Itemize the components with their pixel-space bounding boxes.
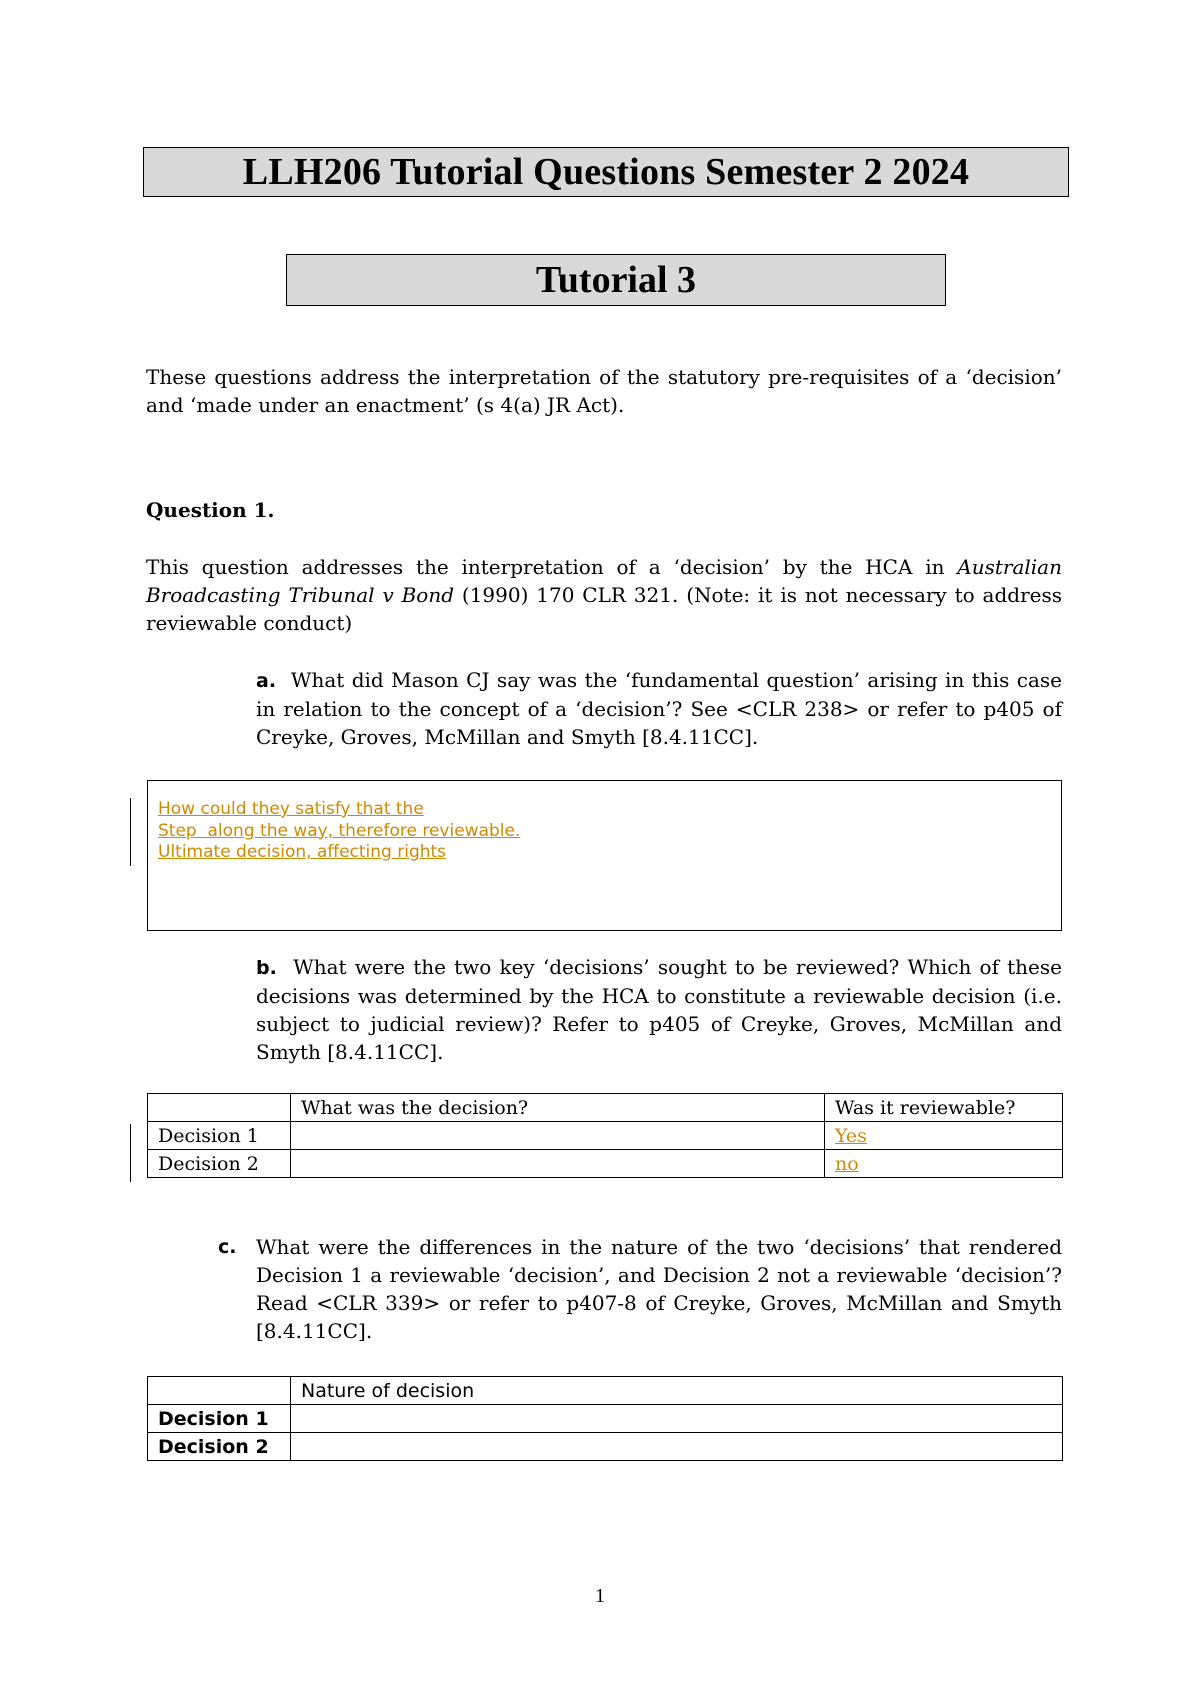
case-name: Australian Broadcasting Tribunal v Bond [146, 555, 1062, 607]
row-label: Decision 1 [148, 1405, 291, 1433]
part-c-label: c. [218, 1236, 237, 1258]
table-header-row [148, 1377, 1063, 1405]
change-bar [130, 1124, 131, 1182]
question-1-text-before: This question addresses the interpretation of a ‘decision’ by the HCA in [146, 555, 958, 579]
decisions-table [147, 1093, 1063, 1178]
part-a-text: What did Mason CJ say was the ‘fundamental question’ arising in this case in relation to the concept of a ‘decision’? See <CLR 238> or refer to p405 of Creyke, Groves, McMillan and Smyth [8.4.11CC]. [256, 668, 1062, 749]
reviewable-answer: no [835, 1152, 859, 1175]
nature-cell[interactable] [291, 1405, 1063, 1433]
row-label: Decision 2 [148, 1433, 291, 1461]
row-label: Decision 2 [148, 1150, 291, 1178]
table-row [148, 1433, 1063, 1461]
table-header-cell [148, 1094, 291, 1122]
part-a-label: a. [256, 670, 277, 692]
decision-cell[interactable] [291, 1150, 825, 1178]
table-header-row [148, 1094, 1063, 1122]
change-bar [130, 798, 131, 866]
row-label: Decision 1 [148, 1122, 291, 1150]
table-header-cell: Was it reviewable? [825, 1094, 1063, 1122]
intro-paragraph: These questions address the interpretation of the statutory pre-requisites of a ‘decision’ and ‘made under an enactment’ (s 4(a) JR Act). [146, 365, 1062, 417]
question-part-a [256, 666, 1062, 751]
decision-cell[interactable] [291, 1122, 825, 1150]
question-1-text-after: (1990) 170 CLR 321. (Note: it is not necessary to address reviewable conduct) [146, 583, 1062, 635]
question-1-text [146, 553, 1062, 637]
part-b-text: What were the two key ‘decisions’ sought to be reviewed? Which of these decisions was determined by the HCA to constitute a reviewable decision (i.e. subject to judicial review)? Refer to p405 of Creyke, Groves, McMillan and Smyth [8.4.11CC]. [256, 955, 1062, 1064]
answer-line: Step along the way, therefore reviewable. [158, 820, 521, 841]
reviewable-cell[interactable] [825, 1150, 1063, 1178]
part-b-label: b. [256, 957, 277, 979]
reviewable-cell[interactable] [825, 1122, 1063, 1150]
answer-line: Ultimate decision, affecting rights [158, 842, 447, 862]
question-part-b [256, 953, 1062, 1066]
part-c-text: What were the differences in the nature of the two ‘decisions’ that rendered Decision 1 a reviewable ‘decision’, and Decision 2 not a reviewable ‘decision’? Read <CLR 339> or refer to p407-8 of Creyke, Groves, McMillan and Smyth [8.4.11CC]. [256, 1235, 1062, 1343]
table-header-cell [148, 1377, 291, 1405]
nature-table [147, 1376, 1063, 1461]
document-title: LLH206 Tutorial Questions Semester 2 2024 [143, 147, 1069, 197]
question-1-heading: Question 1. [146, 498, 275, 522]
table-row [148, 1405, 1063, 1433]
table-row [148, 1122, 1063, 1150]
tutorial-heading: Tutorial 3 [286, 254, 946, 306]
nature-cell[interactable] [291, 1433, 1063, 1461]
reviewable-answer: Yes [835, 1124, 867, 1147]
table-header-cell: Nature of decision [291, 1377, 1063, 1405]
answer-a-text[interactable] [158, 799, 520, 864]
answer-line: How could they satisfy that the [158, 799, 424, 819]
table-header-cell: What was the decision? [291, 1094, 825, 1122]
table-row [148, 1150, 1063, 1178]
question-part-c [218, 1233, 1062, 1345]
page-number: 1 [595, 1585, 605, 1607]
